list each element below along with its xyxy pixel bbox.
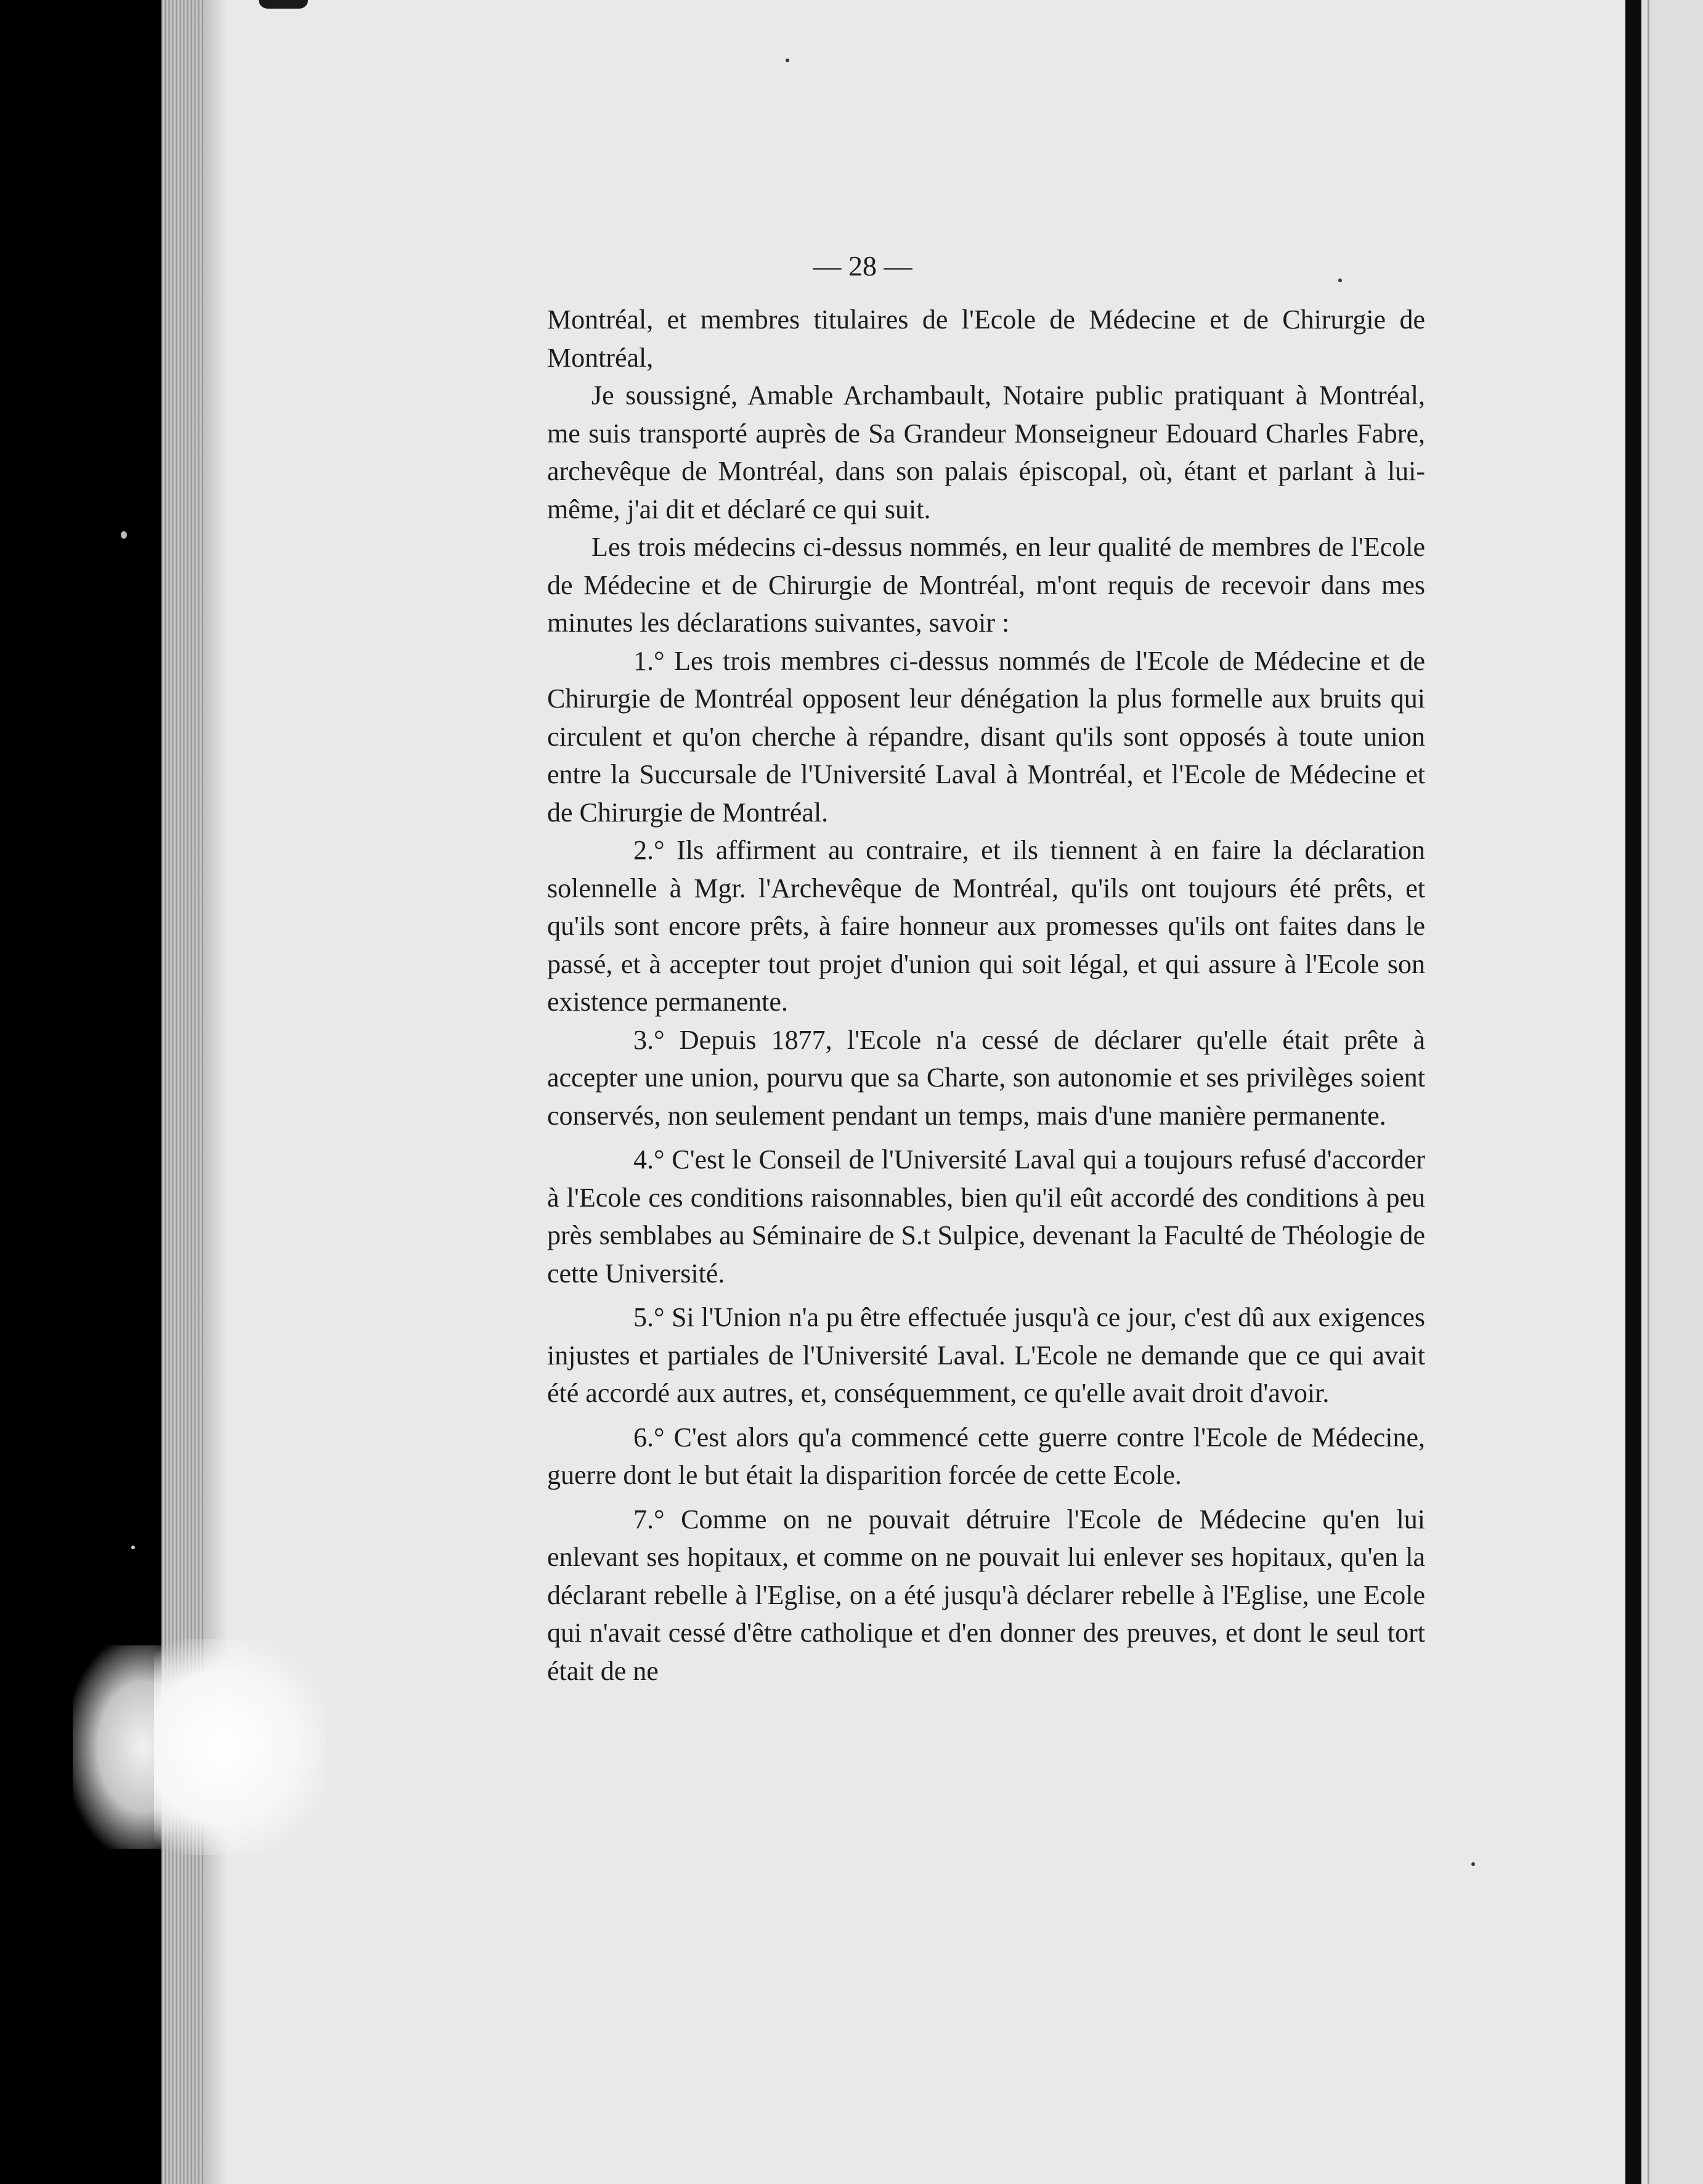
speck (1338, 279, 1342, 282)
paper-damage-page (154, 1639, 327, 1855)
paragraph: 3.° Depuis 1877, l'Ecole n'a cessé de déclarer qu'elle était prête à accepter une union, pourvu que sa Charte, son autonomie et ses privilèges soient conservés, non seulement pendant un temps, mais d'une manière permanente. (547, 1024, 1425, 1131)
paragraph: 4.° C'est le Conseil de l'Université Laval qui a toujours refusé d'accorder à l'Ecole ces conditions raisonnables, bien qu'il eût accordé des conditions à peu près semblabes au Séminaire de S.t Sulpice, devenant la Faculté de Théologie de cette Université. (547, 1144, 1425, 1289)
paragraph: 1.° Les trois membres ci-dessus nommés de l'Ecole de Médecine et de Chirurgie de Montréal opposent leur dénégation la plus formelle aux bruits qui circulent et qu'on cherche à répandre, disant qu'ils sont opposés à toute union entre la Succursale de l'Université Laval à Montréal, et l'Ecole de Médecine et de Chirurgie de Montréal. (547, 645, 1425, 828)
paragraph: Montréal, et membres titulaires de l'Ecole de Médecine et de Chirurgie de Montréal, (547, 304, 1425, 373)
paragraph: 6.° C'est alors qu'a commencé cette guerre contre l'Ecole de Médecine, guerre dont le but était la disparition forcée de cette Ecole. (547, 1422, 1425, 1490)
speck (131, 1546, 135, 1549)
paragraph: Je soussigné, Amable Archambault, Notaire public pratiquant à Montréal, me suis transporté auprès de Sa Grandeur Monseigneur Edouard Charles Fabre, archevêque de Montréal, dans son palais épiscopal, où, étant et parlant à lui-même, j'ai dit et déclaré ce qui suit. (547, 380, 1425, 524)
paragraph: 2.° Ils affirment au contraire, et ils tiennent à en faire la déclaration solennelle à Mgr. l'Archevêque de Montréal, qu'ils ont toujours été prêts, et qu'ils sont encore prêts, à faire honneur aux promesses qu'ils ont faites dans le passé, et à accepter tout projet d'union qui soit légal, et qui assure à l'Ecole son existence permanente. (547, 835, 1425, 1017)
gutter-shadow (203, 0, 228, 2184)
next-page-edge-line (1648, 0, 1649, 2184)
speck (1471, 1862, 1475, 1866)
speck (121, 531, 127, 539)
next-page-sliver (1641, 0, 1703, 2184)
paragraph: 5.° Si l'Union n'a pu être effectuée jusqu'à ce jour, c'est dû aux exigences injustes et partiales de l'Université Laval. L'Ecole ne demande que ce qui avait été accordé aux autres, et, conséquemment, ce qu'elle avait droit d'avoir. (547, 1302, 1425, 1408)
top-ink-mark (259, 0, 308, 9)
paragraph: 7.° Comme on ne pouvait détruire l'Ecole de Médecine qu'en lui enlevant ses hopitaux, et comme on ne pouvait lui enlever ses hopitaux, qu'en la déclarant rebelle à l'Eglise, on a été jusqu'à déclarer rebelle à l'Eglise, une Ecole qui n'avait cessé d'être catholique et d'en donner des preuves, et dont le seul tort était de ne (547, 1504, 1425, 1686)
paragraph: Les trois médecins ci-dessus nommés, en leur qualité de membres de l'Ecole de Médecine et de Chirurgie de Montréal, m'ont requis de recevoir dans mes minutes les déclarations suivantes, savoir : (547, 532, 1425, 638)
speck (786, 59, 789, 62)
page-number: — 28 — (813, 250, 912, 282)
right-border (1625, 0, 1641, 2184)
body-text (547, 301, 1425, 1690)
